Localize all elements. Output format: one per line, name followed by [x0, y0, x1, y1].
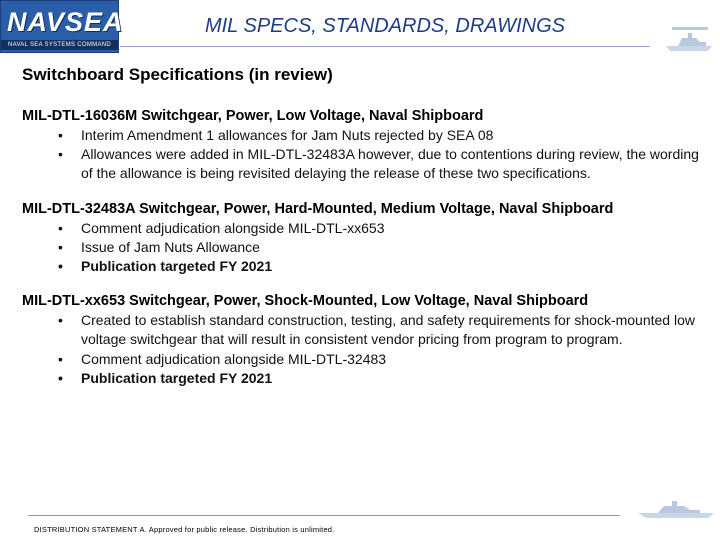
- ship-silhouette-icon: [636, 497, 716, 519]
- bullet-item: [22, 126, 702, 145]
- bullet-text: Interim Amendment 1 allowances for Jam Nuts rejected by SEA 08: [81, 127, 494, 143]
- spec-list: [22, 107, 702, 404]
- bullet-text: Publication targeted FY 2021: [81, 369, 273, 386]
- footer-divider: [28, 515, 620, 516]
- bullet-item: [22, 145, 702, 183]
- bullet-item: [22, 369, 702, 388]
- bullet-marker: •: [58, 127, 63, 143]
- spec-section-xx653: [22, 292, 702, 388]
- bullet-marker: •: [58, 146, 63, 163]
- ship-silhouette-icon: [662, 26, 716, 52]
- distribution-statement: DISTRIBUTION STATEMENT A. Approved for public release. Distribution is unlimited.: [34, 525, 335, 534]
- bullet-item: [22, 257, 702, 276]
- bullet-list: [22, 126, 702, 184]
- bullet-marker: •: [58, 312, 63, 329]
- subtitle-rest: (in review): [244, 65, 333, 84]
- spec-heading: MIL-DTL-16036M Switchgear, Power, Low Voltage, Naval Shipboard: [22, 108, 484, 124]
- spec-section-32483a: [22, 200, 702, 277]
- bullet-marker: •: [58, 219, 63, 236]
- bullet-item: [22, 311, 702, 349]
- bullet-text: Comment adjudication alongside MIL-DTL-xx653: [81, 219, 385, 236]
- bullet-text: Publication targeted FY 2021: [81, 258, 273, 275]
- bullet-item: [22, 238, 702, 257]
- bullet-item: [22, 350, 702, 369]
- bullet-marker: •: [58, 369, 63, 386]
- page-title: MIL SPECS, STANDARDS, DRAWINGS: [204, 15, 566, 37]
- bullet-list: [22, 219, 702, 277]
- subtitle-bold: Switchboard Specifications: [22, 65, 244, 84]
- bullet-text: Comment adjudication alongside MIL-DTL-32483: [81, 350, 387, 367]
- logo-subtitle: NAVAL SEA SYSTEMS COMMAND: [1, 40, 118, 50]
- bullet-text: Allowances were added in MIL-DTL-32483A however, due to contentions during review, the wording of the allowance is being revisited delaying the release of these two specifications.: [81, 146, 699, 182]
- spec-heading: MIL-DTL-xx653 Switchgear, Power, Shock-Mounted, Low Voltage, Naval Shipboard: [22, 293, 589, 310]
- bullet-text: Created to establish standard construction, testing, and safety requirements for shock-mounted low voltage switchgear that will result in consistent vendor pricing from program to program.: [81, 312, 695, 348]
- bullet-marker: •: [58, 238, 63, 255]
- spec-section-16036m: [22, 107, 702, 184]
- title-divider: [120, 46, 650, 47]
- bullet-text: Issue of Jam Nuts Allowance: [81, 238, 260, 255]
- spec-heading: MIL-DTL-32483A Switchgear, Power, Hard-Mounted, Medium Voltage, Naval Shipboard: [22, 200, 614, 217]
- bullet-marker: •: [58, 258, 63, 275]
- bullet-list: [22, 311, 702, 388]
- logo-wordmark: NAVSEA: [7, 7, 124, 37]
- navsea-logo: [0, 0, 124, 53]
- bullet-marker: •: [58, 350, 63, 367]
- bullet-item: [22, 219, 702, 238]
- section-subtitle: [22, 65, 333, 85]
